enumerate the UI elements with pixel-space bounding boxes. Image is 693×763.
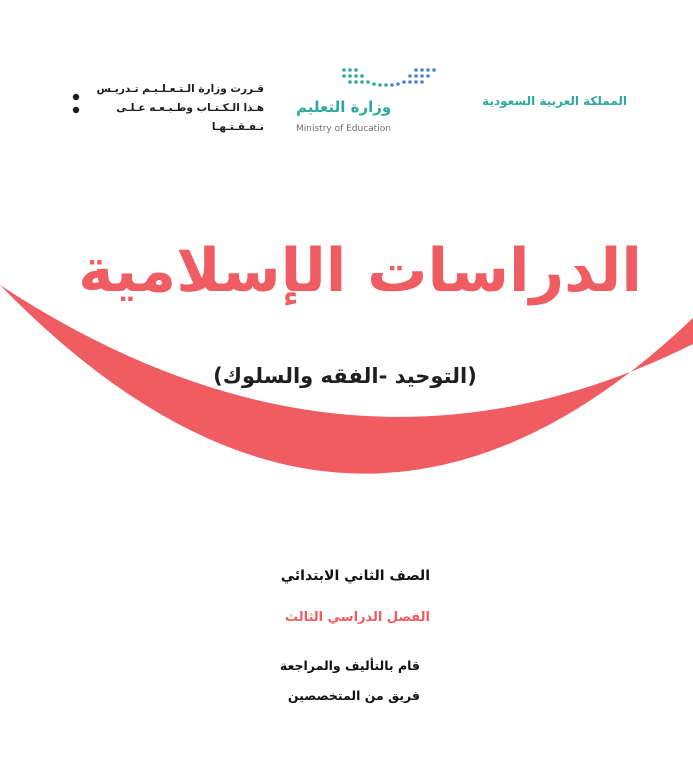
decree-notice [94, 80, 264, 137]
grade-level: الصف الثاني الابتدائي [280, 568, 430, 584]
two-dots-icon [72, 92, 80, 116]
dotted-book-logo-icon [340, 66, 436, 88]
book-title: الدراسات الإسلامية [78, 236, 642, 306]
ministry-logo [296, 66, 436, 140]
authorship-team: فريق من المتخصصين [287, 688, 420, 703]
ministry-english-name: Ministry of Education [296, 124, 391, 134]
ministry-arabic-name: وزارة التعليم [296, 98, 392, 116]
book-subtitle: (التوحيد -الفقه والسلوك) [213, 364, 477, 388]
decree-line-2: هـذا الـكـتـاب وطـبـعـه عـلـى نـفـقـتـهـا [116, 102, 264, 133]
authorship-line: قام بالتأليف والمراجعة [279, 658, 420, 673]
semester: الفصل الدراسي الثالث [284, 610, 430, 625]
decree-line-1: قـررت وزارة الـتـعـلـيـم تـدريـس [96, 83, 264, 95]
kingdom-name: المملكة العربية السعودية [482, 94, 627, 108]
